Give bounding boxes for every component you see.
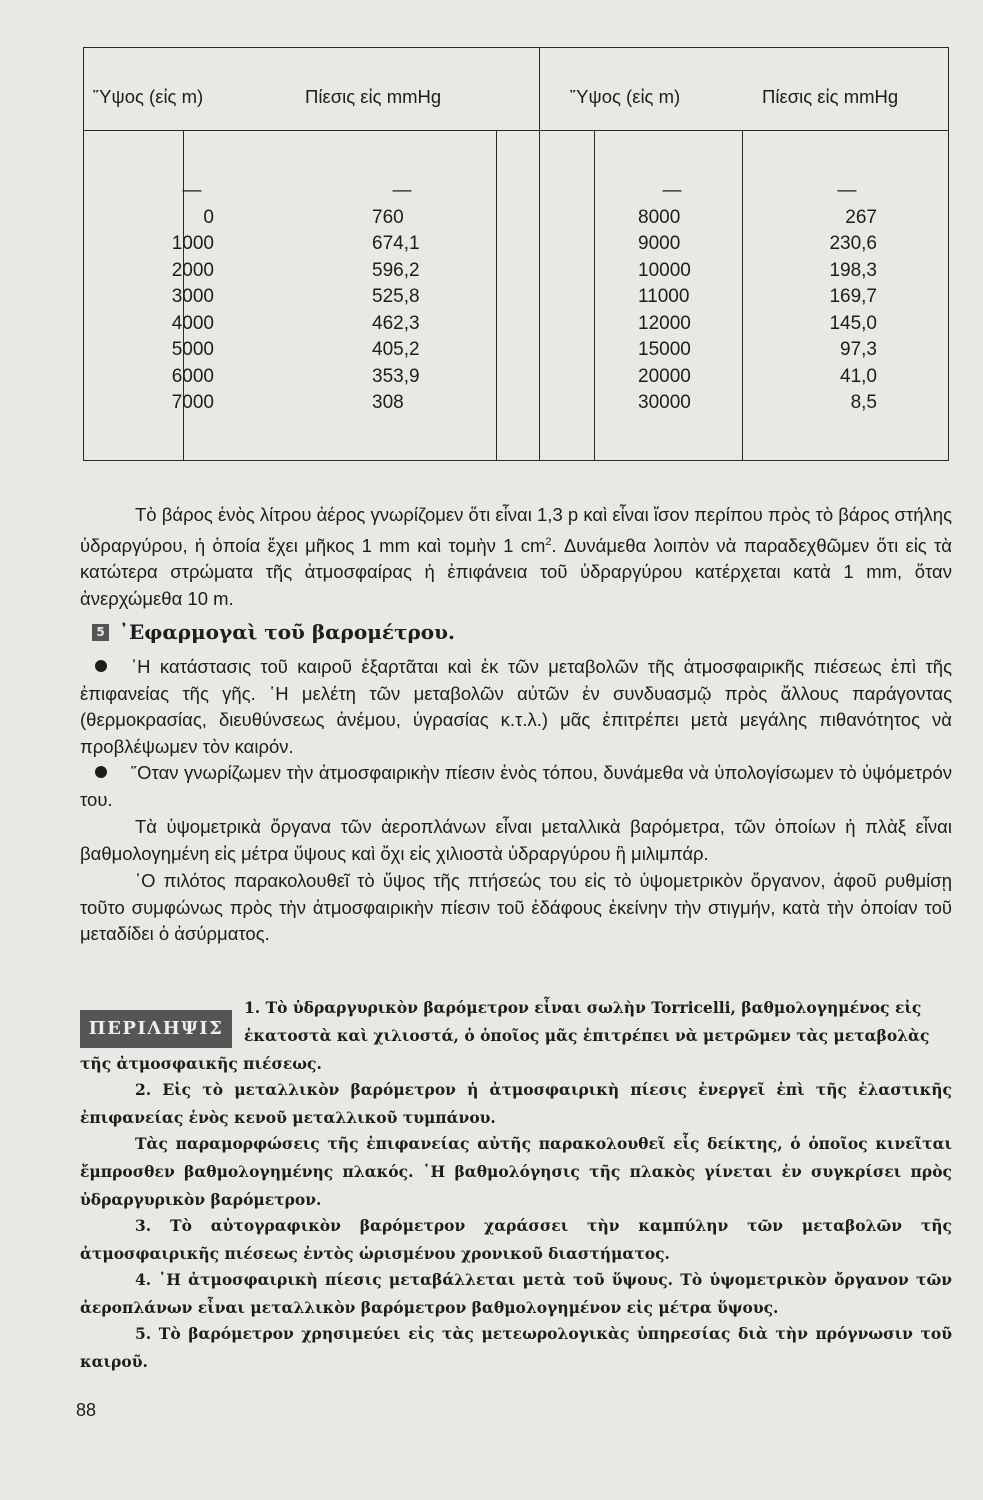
intro-paragraph: [80, 502, 952, 612]
table-cell: 20000: [638, 365, 691, 387]
table-cell-dash: —: [837, 180, 857, 201]
summary-item-2-continued: Τὰς παραμορφώσεις τῆς ἐπιφανείας αὐτῆς παρακολουθεῖ εἷς δείκτης, ὁ ὁποῖος κινεῖται ἔμπροσθεν βαθμολογημένης πλακός. ῾Η βαθμολόγησις τῆς πλακὸς γίνεται ἐν συγκρίσει πρὸς ὑδραργυρικὸν βαρόμετρον.: [80, 1134, 952, 1209]
table-cell-dash: —: [182, 180, 202, 201]
table-cell: 0: [203, 206, 214, 228]
table-cell: 230,6: [829, 233, 877, 254]
summary-item-1-line-3: τῆς ἀτμοσφαικῆς πιέσεως.: [80, 1054, 322, 1073]
table-cell: 462,3: [372, 312, 420, 334]
summary-item-1-line-1: 1. Τὸ ὑδραργυρικὸν βαρόμετρον εἶναι σωλὴν Torricelli, βαθμολογημένος εἰς: [244, 998, 922, 1017]
table-cell: 41,0: [840, 365, 877, 387]
table-cell: 9000: [638, 233, 681, 254]
table-cell: 353,9: [372, 365, 420, 387]
intro-text: . Δυνάμεθα λοιπὸν νὰ παραδεχθῶμεν ὅτι εἰς τὰ κατώτερα στρώματα τῆς ἀτμοσφαίρας ἡ ἐπιφάνεια τοῦ ὑδραργύρου κατέρχεται κατὰ 1 mm, ὅταν ἀνερχώμεθα 10 m.: [80, 534, 952, 609]
bullet-paragraph-altitude: [80, 760, 952, 813]
table-header-divider: [84, 130, 948, 131]
table-cell: 12000: [638, 312, 691, 334]
column-pressure-right: [817, 178, 877, 417]
table-cell-dash: —: [662, 180, 682, 201]
table-column-rule: [742, 130, 743, 460]
table-cell: 4000: [171, 312, 214, 334]
table-cell: 198,3: [829, 259, 877, 281]
header-altitude-right: ῞Υψος (εἰς m): [570, 86, 681, 107]
header-pressure-left: Πίεσις εἰς mmHg: [305, 86, 442, 107]
summary-item-3: 3. Τὸ αὐτογραφικὸν βαρόμετρον χαράσσει τὴν καμπύλην τῶν μεταβολῶν τῆς ἀτμοσφαιρικῆς πιέσεως ἐντὸς ὡρισμένου χρονικοῦ διαστήματος.: [80, 1216, 952, 1263]
column-altitude-right: [638, 178, 706, 417]
table-cell: 7000: [171, 392, 214, 413]
table-cell: 760: [372, 206, 404, 228]
table-cell: 405,2: [372, 339, 420, 360]
paragraph-instruments: Τὰ ὑψομετρικὰ ὄργανα τῶν ἀεροπλάνων εἶναι μεταλλικὰ βαρόμετρα, τῶν ὁποίων ἡ πλὰξ εἶναι βαθμολογημένη εἰς μέτρα ὕψους καὶ ὄχι εἰς χιλιοστὰ ὑδραργύρου ἢ μιλιμπάρ.: [80, 816, 952, 864]
table-cell: 267: [845, 206, 877, 228]
table-cell: 525,8: [372, 286, 420, 307]
summary-item-1-line-2: ἑκατοστὰ καὶ χιλιοστά, ὁ ὁποῖος μᾶς ἐπιτρέπει νὰ μετρῶμεν τὰς μεταβολὰς: [244, 1026, 930, 1045]
table-center-divider: [539, 48, 540, 460]
table-cell: 596,2: [372, 259, 420, 281]
bullet-text: ῾Η κατάστασις τοῦ καιροῦ ἐξαρτᾶται καὶ ἐκ τῶν μεταβολῶν τῆς ἀτμοσφαιρικῆς πιέσεως ἐπὶ τῆς ἐπιφανείας τῆς γῆς. ῾Η μελέτη τῶν μεταβολῶν αὐτῶν ἐν συνδυασμῷ πρὸς ἄλλους παράγοντας (θερμοκρασίας, διευθύνσεως ἀνέμου, ὑγρασίας κ.τ.λ.) μᾶς ἐπιτρέπει μετὰ μεγάλης πιθανότητος νὰ προβλέψωμεν τὸν καιρόν.: [80, 656, 952, 757]
paragraph-pilot: ῾Ο πιλότος παρακολουθεῖ τὸ ὕψος τῆς πτήσεώς του εἰς τὸ ὑψομετρικὸν ὄργανον, ἀφοῦ ρυθμίσῃ τοῦτο συμφώνως πρὸς τὴν ἀτμοσφαιρικὴν πίεσιν τοῦ ἐδάφους ἐκείνην τὴν στιγμήν, κατὰ τὴν ὁποίαν τοῦ μεταδίδει ὁ ἀσύρματος.: [80, 870, 952, 944]
table-column-rule: [594, 130, 595, 460]
table-cell: 11000: [638, 286, 690, 307]
bullet-icon: [95, 660, 107, 672]
altitude-pressure-table: [83, 47, 949, 461]
table-cell: 6000: [171, 365, 214, 387]
table-cell: 3000: [171, 286, 214, 307]
table-cell: 15000: [638, 339, 691, 360]
section-number-icon: 5: [92, 624, 109, 641]
table-column-rule: [496, 130, 497, 460]
intro-text: Τὸ βάρος ἑνὸς λίτρου ἀέρος γνωρίζομεν ὅτι εἶναι 1,3 p καὶ εἶναι ἴσον περίπου πρὸς τὸ βάρος στήλης ὑδραργύρου, ἡ ὁποία ἔχει μῆκος 1 mm καὶ τομὴν 1 cm: [80, 504, 952, 556]
bullet-paragraph-weather: [80, 654, 952, 760]
table-cell: 97,3: [840, 339, 877, 360]
summary-badge: ΠΕΡΙΛΗΨΙΣ: [80, 1010, 232, 1048]
table-cell: 8,5: [850, 392, 877, 413]
table-cell: 8000: [638, 206, 681, 228]
column-pressure-left: [372, 178, 432, 417]
summary-item-4: 4. ῾Η ἀτμοσφαιρικὴ πίεσις μεταβάλλεται μετὰ τοῦ ὕψους. Τὸ ὑψομετρικὸν ὄργανον τῶν ἀεροπλάνων εἶναι μεταλλικὸν βαρόμετρον βαθμολογημένον εἰς μέτρα ὕψους.: [80, 1270, 952, 1317]
table-cell: 2000: [171, 259, 214, 281]
summary-item-5: 5. Τὸ βαρόμετρον χρησιμεύει εἰς τὰς μετεωρολογικὰς ὑπηρεσίας διὰ τὴν πρόγνωσιν τοῦ καιροῦ.: [80, 1324, 952, 1371]
table-cell-dash: —: [392, 180, 412, 201]
table-cell: 169,7: [829, 286, 877, 307]
summary-item-2: 2. Εἰς τὸ μεταλλικὸν βαρόμετρον ἡ ἀτμοσφαιρικὴ πίεσις ἐνεργεῖ ἐπὶ τῆς ἐλαστικῆς ἐπιφανείας ἑνὸς κενοῦ μεταλλικοῦ τυμπάνου.: [80, 1080, 952, 1127]
header-pressure-right: Πίεσις εἰς mmHg: [762, 86, 899, 107]
table-cell: 5000: [171, 339, 214, 360]
section-heading: [92, 620, 455, 644]
bullet-icon: [95, 766, 107, 778]
bullet-text: ῞Οταν γνωρίζωμεν τὴν ἀτμοσφαιρικὴν πίεσιν ἑνὸς τόπου, δυνάμεθα νὰ ὑπολογίσωμεν τὸ ὑψόμετρόν του.: [80, 762, 952, 810]
table-cell: 30000: [638, 392, 691, 413]
page-number: 88: [76, 1400, 97, 1420]
table-cell: 1000: [171, 233, 214, 254]
table-cell: 674,1: [372, 233, 420, 254]
table-cell: 308: [372, 392, 404, 413]
header-altitude-left: ῞Υψος (εἰς m): [93, 86, 204, 107]
table-cell: 10000: [638, 259, 691, 281]
superscript: 2: [545, 535, 552, 548]
column-altitude-left: [170, 178, 214, 417]
table-cell: 145,0: [829, 312, 877, 334]
section-title: ᾿Εφαρμογαὶ τοῦ βαρομέτρου.: [119, 620, 455, 644]
